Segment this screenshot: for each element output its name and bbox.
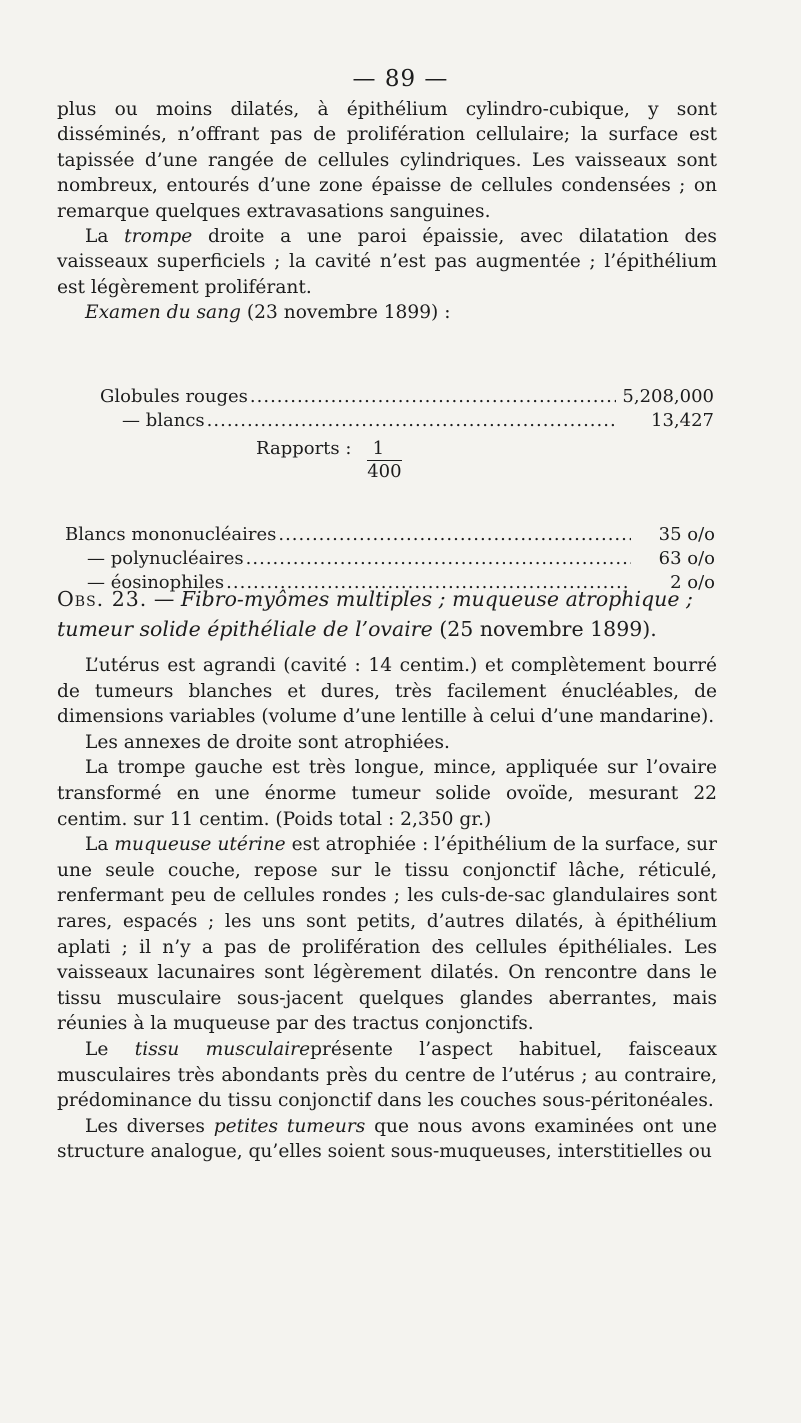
exam-date: (23 novembre 1899) :: [246, 302, 451, 324]
p6-rest: que nous avons examinées ont une structure analogue, qu’elles soient sous-muqueuses, interstitielles ou: [57, 1115, 718, 1163]
intro-paragraph-1: plus ou moins dilatés, à épithélium cylindro-cubique, y sont disséminés, n’offrant pas de prolifération cellulaire; la surface est tapissée d’une rangée de cellules cylindriques. Les vaisseaux sont nombreux, entourés d’une zone épaisse de cellules condensées ; on remarque quelques extravasations sanguines.: [57, 99, 717, 222]
table-row: [65, 547, 715, 571]
row-value: 13,427: [651, 410, 714, 431]
term-trompe: trompe: [124, 226, 193, 248]
ratio-fraction: [367, 438, 401, 483]
observation-heading: [57, 584, 727, 644]
leader-dots: [246, 547, 631, 571]
row-label: — éosinophiles: [87, 572, 225, 593]
exam-heading: [57, 300, 717, 325]
p2-lead: La: [85, 226, 109, 248]
observation-body: [57, 653, 717, 1165]
p4-rest: est atrophiée : l’épithélium de la surface, sur une seule couche, repose sur le tissu conjonctif lâche, réticulé, renfermant peu de cellules rondes ; les culs-de-sac glandulaires sont rares, espacés ; les uns sont petits, d’autres dilatés, à épithélium aplati ; il n’y a pas de prolifération des cellules épithéliales. Les vaisseaux lacunaires sont légèrement dilatés. On rencontre dans le tissu musculaire sous-jacent quelques glandes aberrantes, mais réunies à la muqueuse par des tractus conjonctifs.: [57, 834, 717, 1035]
obs-label: Obs. 23.: [57, 587, 148, 611]
term-tumeurs: petites tumeurs: [213, 1115, 366, 1137]
p6-lead: Les diverses: [85, 1115, 205, 1137]
obs-date: (25 novembre 1899).: [439, 617, 657, 641]
obs-title-b: l’ovaire: [355, 617, 433, 641]
obs-dash: —: [153, 587, 175, 611]
row-value: 35 o/o: [658, 524, 715, 545]
page-number: — 89 —: [352, 66, 449, 92]
p5-rest: présente l’aspect habituel, faisceaux musculaires très abondants près du centre de l’utérus ; au contraire, prédominance du tissu conjonctif dans les couches sous-péritonéales.: [57, 1038, 718, 1112]
body-paragraph-3: La trompe gauche est très longue, mince, appliquée sur l’ovaire transformé en une énorme tumeur solide ovoïde, mesurant 22 centim. sur 11 centim. (Poids total : 2,350 gr.): [57, 757, 717, 830]
row-label: Blancs mononucléaires: [65, 524, 277, 545]
body-paragraph-6: [57, 1114, 717, 1165]
intro-paragraph-2: [57, 224, 717, 300]
leader-dots: [250, 385, 616, 409]
leader-dots: [207, 409, 616, 433]
row-label: — polynucléaires: [87, 548, 244, 569]
table-row: [65, 523, 715, 547]
body-paragraph-5: [57, 1037, 717, 1114]
p4-lead: La: [85, 834, 109, 856]
obs-title-a: Fibro-myômes multiples ; muqueuse atrophique ; tumeur solide épithéliale de: [57, 587, 693, 641]
blood-count-table: [100, 385, 714, 433]
body-paragraph-4: [57, 832, 717, 1037]
row-label: Globules rouges: [100, 386, 248, 407]
ratio: [256, 438, 402, 483]
body-paragraph-1: L’utérus est agrandi (cavité : 14 centim.) et complètement bourré de tumeurs blanches et dures, très facilement énucléables, de dimensions variables (volume d’une lentille à celui d’une mandarine).: [57, 655, 717, 728]
ratio-denominator: 400: [367, 461, 402, 482]
row-label: — blancs: [122, 410, 205, 431]
row-value: 5,208,000: [622, 386, 714, 407]
term-tissu: tissu musculaire: [134, 1038, 311, 1060]
term-muqueuse: muqueuse utérine: [114, 834, 286, 856]
exam-label: Examen du sang: [85, 302, 241, 324]
intro-section: [57, 97, 717, 326]
ratio-numerator: 1: [367, 438, 401, 461]
ratio-label: Rapports :: [256, 438, 352, 459]
table-row: [100, 385, 714, 409]
p2-rest: droite a une paroi épaissie, avec dilatation des vaisseaux superficiels ; la cavité n’est pas augmentée ; l’épithélium est légèrement proliférant.: [57, 226, 717, 298]
leader-dots: [278, 523, 631, 547]
body-paragraph-2: Les annexes de droite sont atrophiées.: [85, 731, 450, 753]
p5-lead: Le: [85, 1038, 109, 1060]
table-row: [100, 409, 714, 433]
row-value: 63 o/o: [658, 548, 715, 569]
row-value: 2 o/o: [670, 572, 715, 593]
